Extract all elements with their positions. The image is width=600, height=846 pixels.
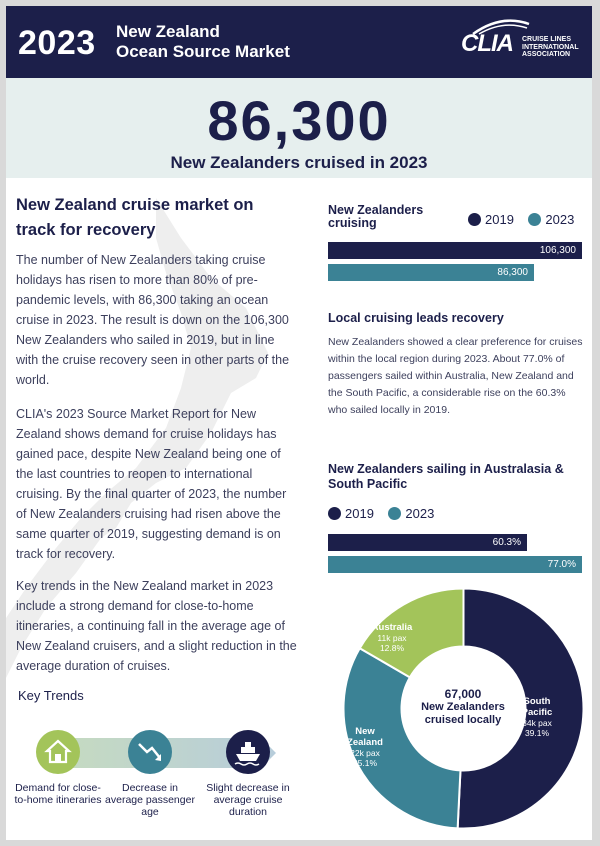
chart2-title: New Zealanders sailing in Australasia & South Pacific [328, 462, 564, 491]
report-paragraph: CLIA's 2023 Source Market Report for New Zealand shows demand for cruise holidays has gained pace, despite New Zealand being one of the last countries to reopen to international cruising. By the final quarter of 2023, the number of New Zealanders cruising had risen above the same quarter of 2019, suggesting demand is on track for recovery. [16, 407, 287, 561]
chart1-bar-2019: 106,300 [328, 242, 582, 259]
main-heading: New Zealand cruise market on track for recovery [16, 196, 254, 239]
logo-org-name [522, 36, 579, 59]
logo-org-line1: CRUISE LINES [522, 36, 572, 43]
header-title-line2: Ocean Source Market [116, 42, 290, 61]
trend-label-duration: Slight decrease in average cruise duration [206, 782, 290, 818]
legend2-label-2023: 2023 [405, 506, 435, 521]
hero-subtitle: New Zealanders cruised in 2023 [170, 153, 428, 172]
trends-paragraph: Key trends in the New Zealand market in 2023 include a strong demand for close-to-home itineraries, a continuing fall in the average age of New Zealand cruisers, and a slight reduction in the average duration of cruises. [16, 579, 297, 673]
trend-circle-close-to-home [36, 730, 80, 774]
clia-logo [461, 24, 586, 68]
slice-sp-pax: 34k pax [522, 718, 552, 728]
header-banner [6, 6, 592, 78]
hero-stat [6, 78, 592, 178]
logo-org-line3: ASSOCIATION [522, 51, 571, 58]
trend-circle-duration [226, 730, 270, 774]
trend-label-age: Decrease in average passenger age [105, 782, 195, 818]
donut-center-line3: cruised locally [424, 714, 502, 726]
logo-wordmark: CLIA [461, 30, 513, 57]
slice-label-south-pacific [512, 696, 562, 738]
legend-label-2019: 2019 [485, 212, 514, 227]
legend2-label-2019: 2019 [345, 506, 374, 521]
slice-sp-percent: 39.1% [524, 728, 550, 738]
slice-label-australia [362, 622, 422, 653]
slice-label-new-zealand [340, 726, 390, 768]
ship-icon [226, 730, 270, 774]
house-icon [36, 730, 80, 774]
slice-australia-name: Australia [371, 622, 413, 633]
chart1-bar-2023: 86,300 [328, 264, 534, 281]
legend2-dot-2023 [388, 507, 401, 520]
header-title [116, 22, 290, 62]
chart2-legend [328, 506, 434, 521]
left-column [6, 178, 304, 840]
slice-sp-name: South Pacific [521, 696, 553, 718]
right-column [316, 178, 586, 840]
logo-org-line2: INTERNATIONAL [522, 43, 579, 51]
slice-nz-percent: 25.1% [352, 758, 378, 768]
chart1-legend [468, 212, 574, 227]
chart2-bar-2019: 60.3% [328, 534, 527, 551]
hero-number: 86,300 [207, 89, 391, 152]
donut-center-line2: New Zealanders [421, 701, 505, 713]
legend2-dot-2019 [328, 507, 341, 520]
chart1-title: New Zealanders cruising [328, 203, 424, 230]
trend-circle-age [128, 730, 172, 774]
local-heading: Local cruising leads recovery [328, 311, 504, 325]
trend-label-close-to-home: Demand for close-to-home itineraries [14, 782, 102, 806]
slice-australia-pax: 11k pax [377, 633, 407, 643]
header-year: 2023 [18, 24, 96, 62]
slice-australia-percent: 12.8% [379, 643, 405, 653]
down-arrow-icon [128, 730, 172, 774]
legend-label-2023: 2023 [545, 212, 575, 227]
slice-nz-pax: 22k pax [350, 748, 380, 758]
local-paragraph: New Zealanders showed a clear preference for cruises within the local region during 2023. About 77.0% of passengers sailed within Australia, New Zealand and the South Pacific, a considerable rise on the 60.3% who sailed locally in 2019. [328, 336, 583, 416]
infographic-page [6, 6, 592, 840]
donut-center-number: 67,000 [444, 687, 482, 701]
chart2-bar-2023: 77.0% [328, 556, 582, 573]
legend-dot-2019 [468, 213, 481, 226]
intro-paragraph: The number of New Zealanders taking cruise holidays has risen to more than 80% of pre-pandemic levels, with 86,300 taking an ocean cruise in 2023. The result is down on the 106,300 New Zealanders who sailed in 2019, but in line with the cruise recovery seen in other parts of the world. [16, 253, 290, 387]
legend-dot-2023 [528, 213, 541, 226]
key-trends-title: Key Trends [18, 688, 84, 703]
slice-nz-name: New Zealand [347, 726, 383, 748]
header-title-line1: New Zealand [116, 22, 220, 41]
donut-center-label [413, 688, 513, 727]
